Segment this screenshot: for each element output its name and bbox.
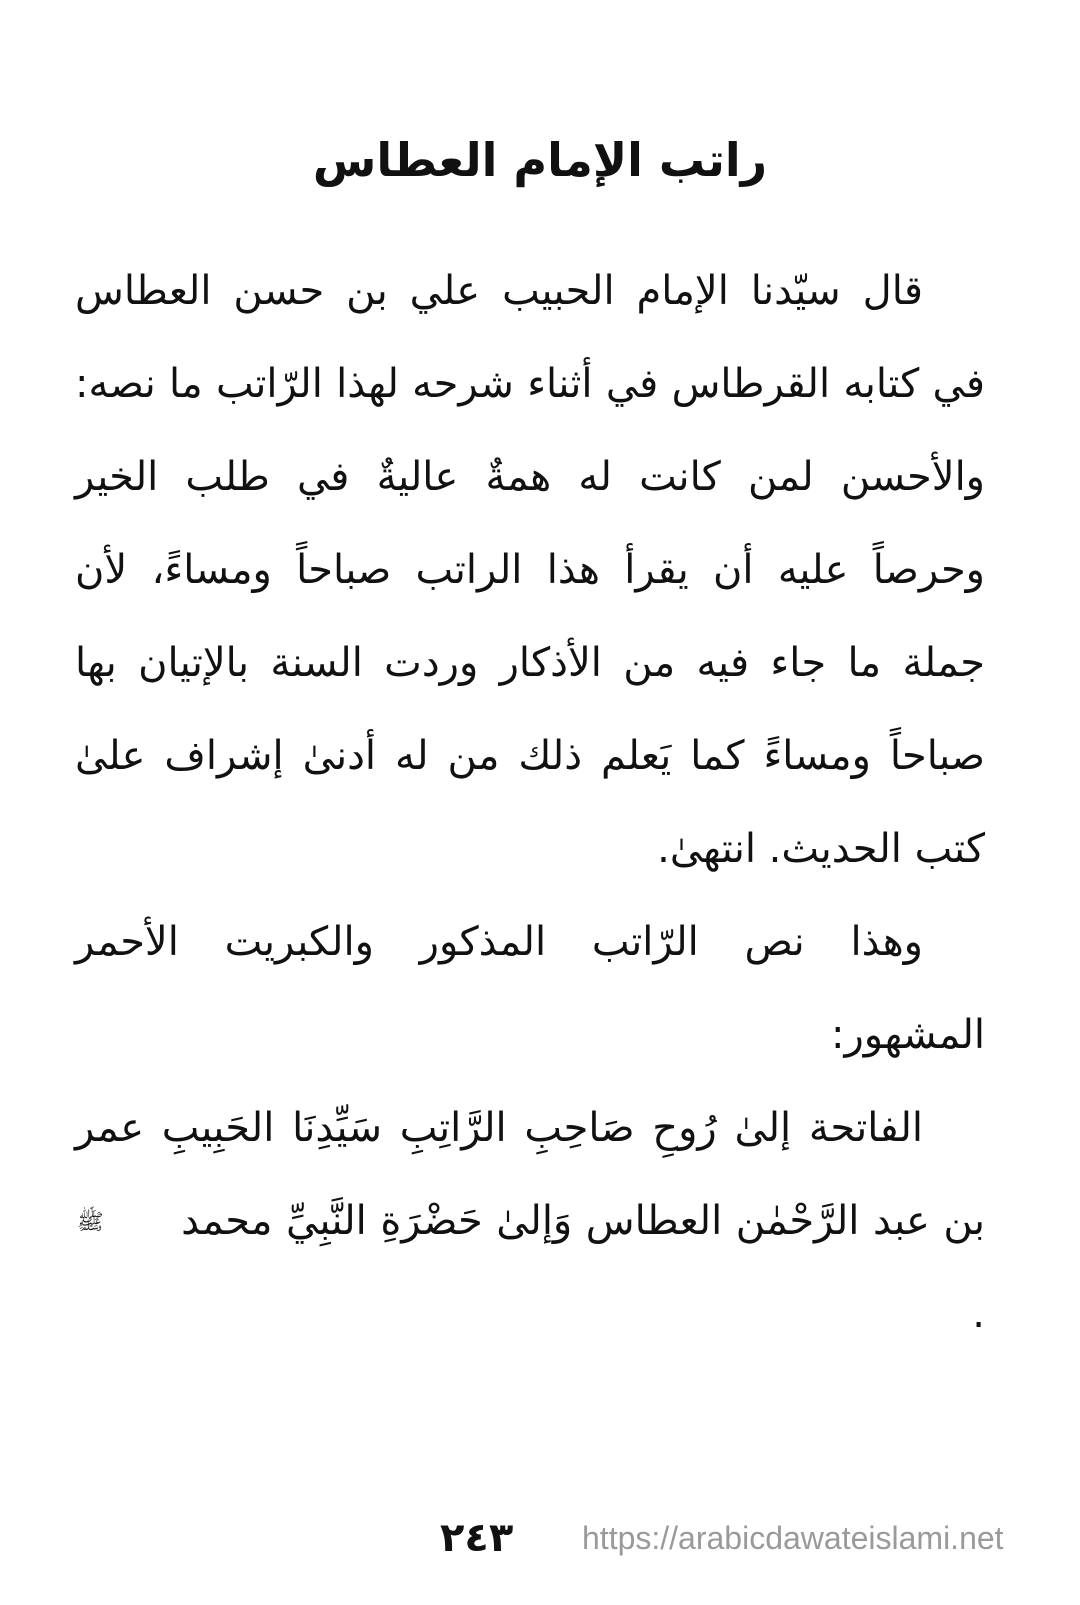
paragraph-ratib-text-intro: وهذا نص الرّاتب المذكور والكبريت الأحمر المشهور: [75, 919, 985, 1058]
paragraph-intro: قال سيّدنا الإمام الحبيب علي بن حسن العطاس في كتابه القرطاس في أثناء شرحه لهذا الرّاتب ما نصه: والأحسن لمن كانت له همةٌ عاليةٌ في طلب الخير وحرصاً عليه أن يقرأ هذا الراتب صباحاً ومساءً، لأن جملة ما جاء فيه من الأذكار وردت السنة بالإتيان بها صباحاً ومساءً كما يَعلم ذلك من له أدنىٰ إشراف علىٰ كتب الحديث. انتهىٰ. [75, 268, 985, 872]
body-text [75, 245, 985, 1361]
site-url-watermark: https://arabicdawateislami.net [582, 1520, 1004, 1556]
page-title: راتب الإمام العطاس [312, 133, 768, 187]
fatiha-text: الفاتحة إلىٰ رُوحِ صَاحِبِ الرَّاتِبِ سَيِّدِنَا الحَبِيبِ عمر بن عبد الرَّحْمٰن العطاس وَإلىٰ حَضْرَةِ النَّبِيِّ محمد [75, 1105, 985, 1244]
salutation-glyph: ﷺ [77, 1210, 104, 1235]
fatiha-ending: . [972, 1291, 985, 1337]
page-footer [440, 1508, 1020, 1568]
paragraph-fatiha [75, 1082, 985, 1361]
page-number: ٢٤٣ [440, 1515, 514, 1561]
